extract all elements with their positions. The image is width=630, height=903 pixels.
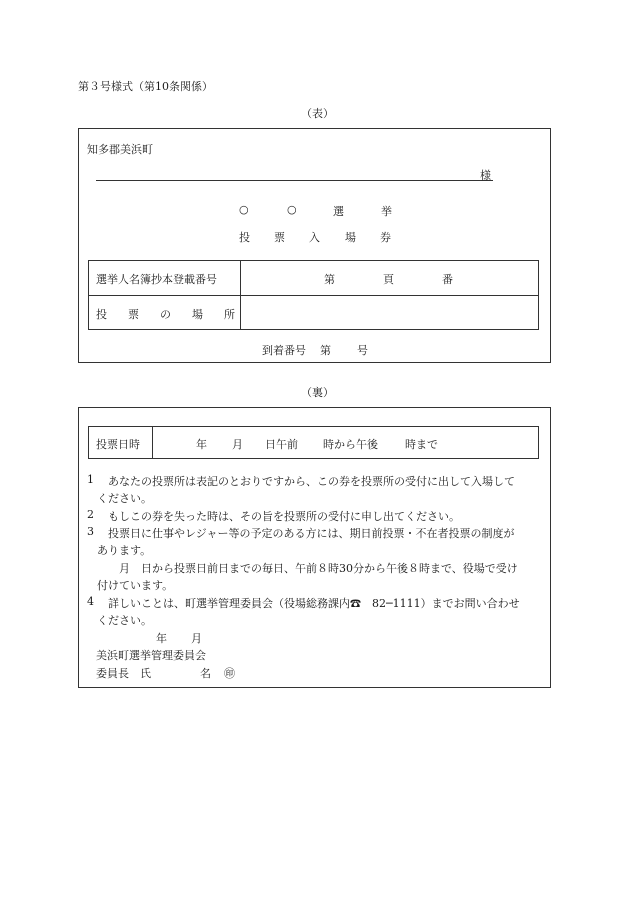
datetime-from-pm: 時から午後 (323, 438, 378, 451)
chairman-shi: 氏 (140, 667, 151, 680)
front-label: （表） (301, 107, 334, 120)
polling-place-label-3: の (160, 308, 171, 321)
arrival-number-label: 到着番号 (262, 344, 306, 357)
datetime-table (88, 426, 539, 459)
ticket-title-char-4: 場 (345, 231, 356, 244)
note-3b-cont: 付けています。 (97, 579, 174, 592)
arrival-number-go: 号 (357, 344, 368, 357)
form-number: 第３号様式（第10条関係） (78, 80, 213, 93)
note-3-cont: あります。 (97, 544, 152, 557)
note-1-text: あなたの投票所は表記のとおりですから、この券を投票所の受付に出して入場して (108, 475, 515, 488)
committee-name: 美浜町選挙管理委員会 (96, 649, 206, 662)
ticket-title-char-2: 票 (274, 231, 285, 244)
note-3-text: 投票日に仕事やレジャー等の予定のある方には、期日前投票・不在者投票の制度が (108, 527, 515, 540)
note-1-num: 1 (87, 473, 94, 486)
registry-table-row-divider (88, 295, 539, 296)
datetime-year: 年 (196, 438, 207, 451)
ticket-title-char-3: 入 (309, 231, 320, 244)
registry-table-col-divider (240, 260, 241, 330)
issue-month: 月 (191, 632, 202, 645)
note-3b-text: 月 日から投票日前日までの毎日、午前８時30分から午後８時まで、役場で受け (119, 562, 518, 575)
datetime-month: 月 (232, 438, 243, 451)
note-4-cont: ください。 (97, 614, 152, 627)
note-2-num: 2 (87, 508, 94, 521)
ticket-title-char-1: 投 (239, 231, 250, 244)
election-title-char-1: 選 (333, 205, 344, 218)
chairman-mei: 名 (200, 667, 211, 680)
election-title-circle-1: ○ (239, 203, 249, 216)
note-3-num: 3 (87, 525, 94, 538)
issue-year: 年 (156, 632, 167, 645)
polling-place-label-2: 票 (128, 308, 139, 321)
note-2-text: もしこの券を失った時は、その旨を投票所の受付に申し出てください。 (108, 510, 460, 523)
municipality: 知多郡美浜町 (87, 143, 153, 156)
datetime-label: 投票日時 (96, 438, 140, 451)
arrival-number-dai: 第 (320, 344, 331, 357)
addressee-suffix: 様 (480, 169, 491, 182)
note-4-text: 詳しいことは、町選挙管理委員会（役場総務課内☎ 82─1111）までお問い合わせ (108, 597, 520, 610)
election-title-char-2: 挙 (381, 205, 392, 218)
addressee-line (96, 180, 493, 181)
back-label: （裏） (301, 386, 334, 399)
election-title-circle-2: ○ (287, 203, 297, 216)
chairman-title: 委員長 (96, 667, 129, 680)
seal-mark-icon: ㊞ (224, 667, 235, 680)
registry-page-dai: 第 (324, 273, 335, 286)
polling-place-label-5: 所 (224, 308, 235, 321)
datetime-table-divider (152, 426, 153, 459)
note-1-cont: ください。 (97, 492, 152, 505)
registry-page-page: 頁 (383, 273, 394, 286)
registry-page-ban: 番 (442, 273, 453, 286)
polling-place-label-1: 投 (96, 308, 107, 321)
ticket-title-char-5: 券 (380, 231, 391, 244)
datetime-until: 時まで (405, 438, 438, 451)
registry-number-label: 選挙人名簿抄本登載番号 (96, 273, 217, 286)
datetime-day-am: 日午前 (265, 438, 298, 451)
polling-place-label-4: 場 (192, 308, 203, 321)
note-4-num: 4 (87, 595, 94, 608)
